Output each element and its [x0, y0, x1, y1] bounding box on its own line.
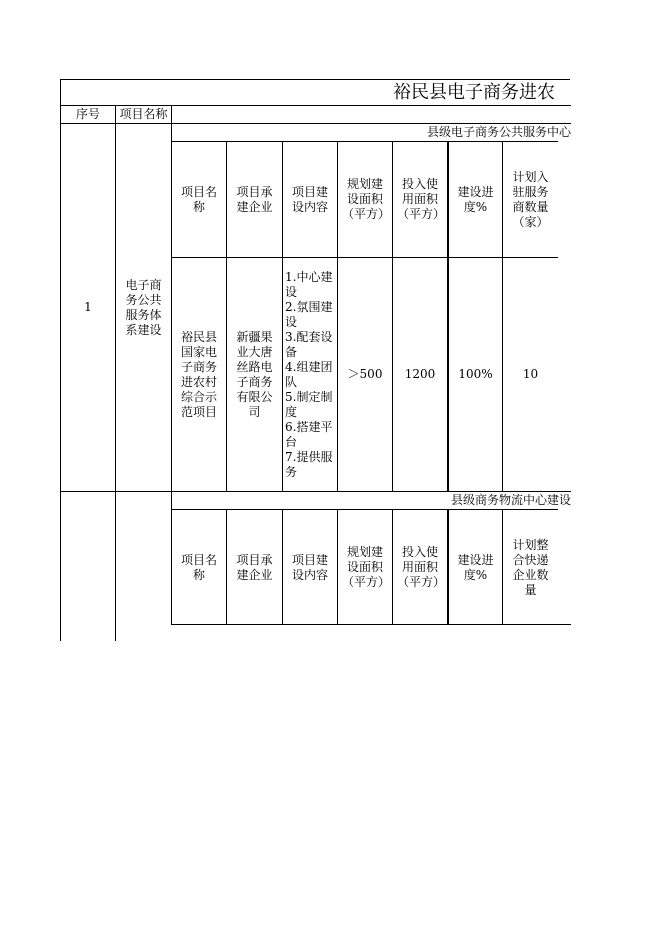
g1-row-content: 1.中心建设 2.氛围建设 3.配套设备 4.组建团队 5.制定制度 6.搭建平台 7.提供服务: [282, 257, 337, 491]
g1-col-company: 项目承建企业: [226, 141, 282, 257]
g1-row-planned-area: ＞500: [337, 257, 392, 491]
g1-col-progress: 建设进度%: [447, 141, 502, 257]
g2-col-content: 项目建设内容: [282, 509, 337, 625]
g1-col-planned-area: 规划建设面积（平方）: [337, 141, 392, 257]
header-blank: [171, 105, 571, 123]
g1-col-name: 项目名称: [171, 141, 226, 257]
sheet-title: 裕民县电子商务进农: [60, 79, 570, 105]
g1-col-providers: 计划入驻服务商数量（家）: [502, 141, 558, 257]
g1-row-name: 裕民县国家电子商务进农村综合示范项目: [171, 257, 226, 491]
g2-header-bottom-line: [171, 624, 571, 625]
spreadsheet: [60, 79, 571, 627]
g1-col-used-area: 投入使用面积（平方）: [392, 141, 447, 257]
g1-row-used-area: 1200: [392, 257, 447, 491]
g2-col-name: 项目名称: [171, 509, 226, 625]
group-2-seq: [60, 491, 115, 641]
group-2-category: [115, 491, 171, 641]
group-1-section-title: 县级电子商务公共服务中心: [171, 123, 571, 141]
g2-col-count: 计划整合快递企业数量: [502, 509, 558, 625]
g2-col-used-area: 投入使用面积（平方）: [392, 509, 447, 625]
g1-row-progress: 100%: [447, 257, 502, 491]
g2-col-progress: 建设进度%: [447, 509, 502, 625]
g1-row-company: 新疆果业大唐丝路电子商务有限公司: [226, 257, 282, 491]
g1-row-providers: 10: [502, 257, 558, 491]
header-project-name: 项目名称: [115, 105, 171, 123]
group-2-section-title: 县级商务物流中心建设: [171, 491, 571, 509]
g2-col-company: 项目承建企业: [226, 509, 282, 625]
header-seq: 序号: [60, 105, 115, 123]
g2-col-planned-area: 规划建设面积（平方）: [337, 509, 392, 625]
group-1-category: 电子商务公共服务体系建设: [115, 123, 171, 491]
group-1-seq: 1: [60, 123, 115, 491]
g1-col-content: 项目建设内容: [282, 141, 337, 257]
